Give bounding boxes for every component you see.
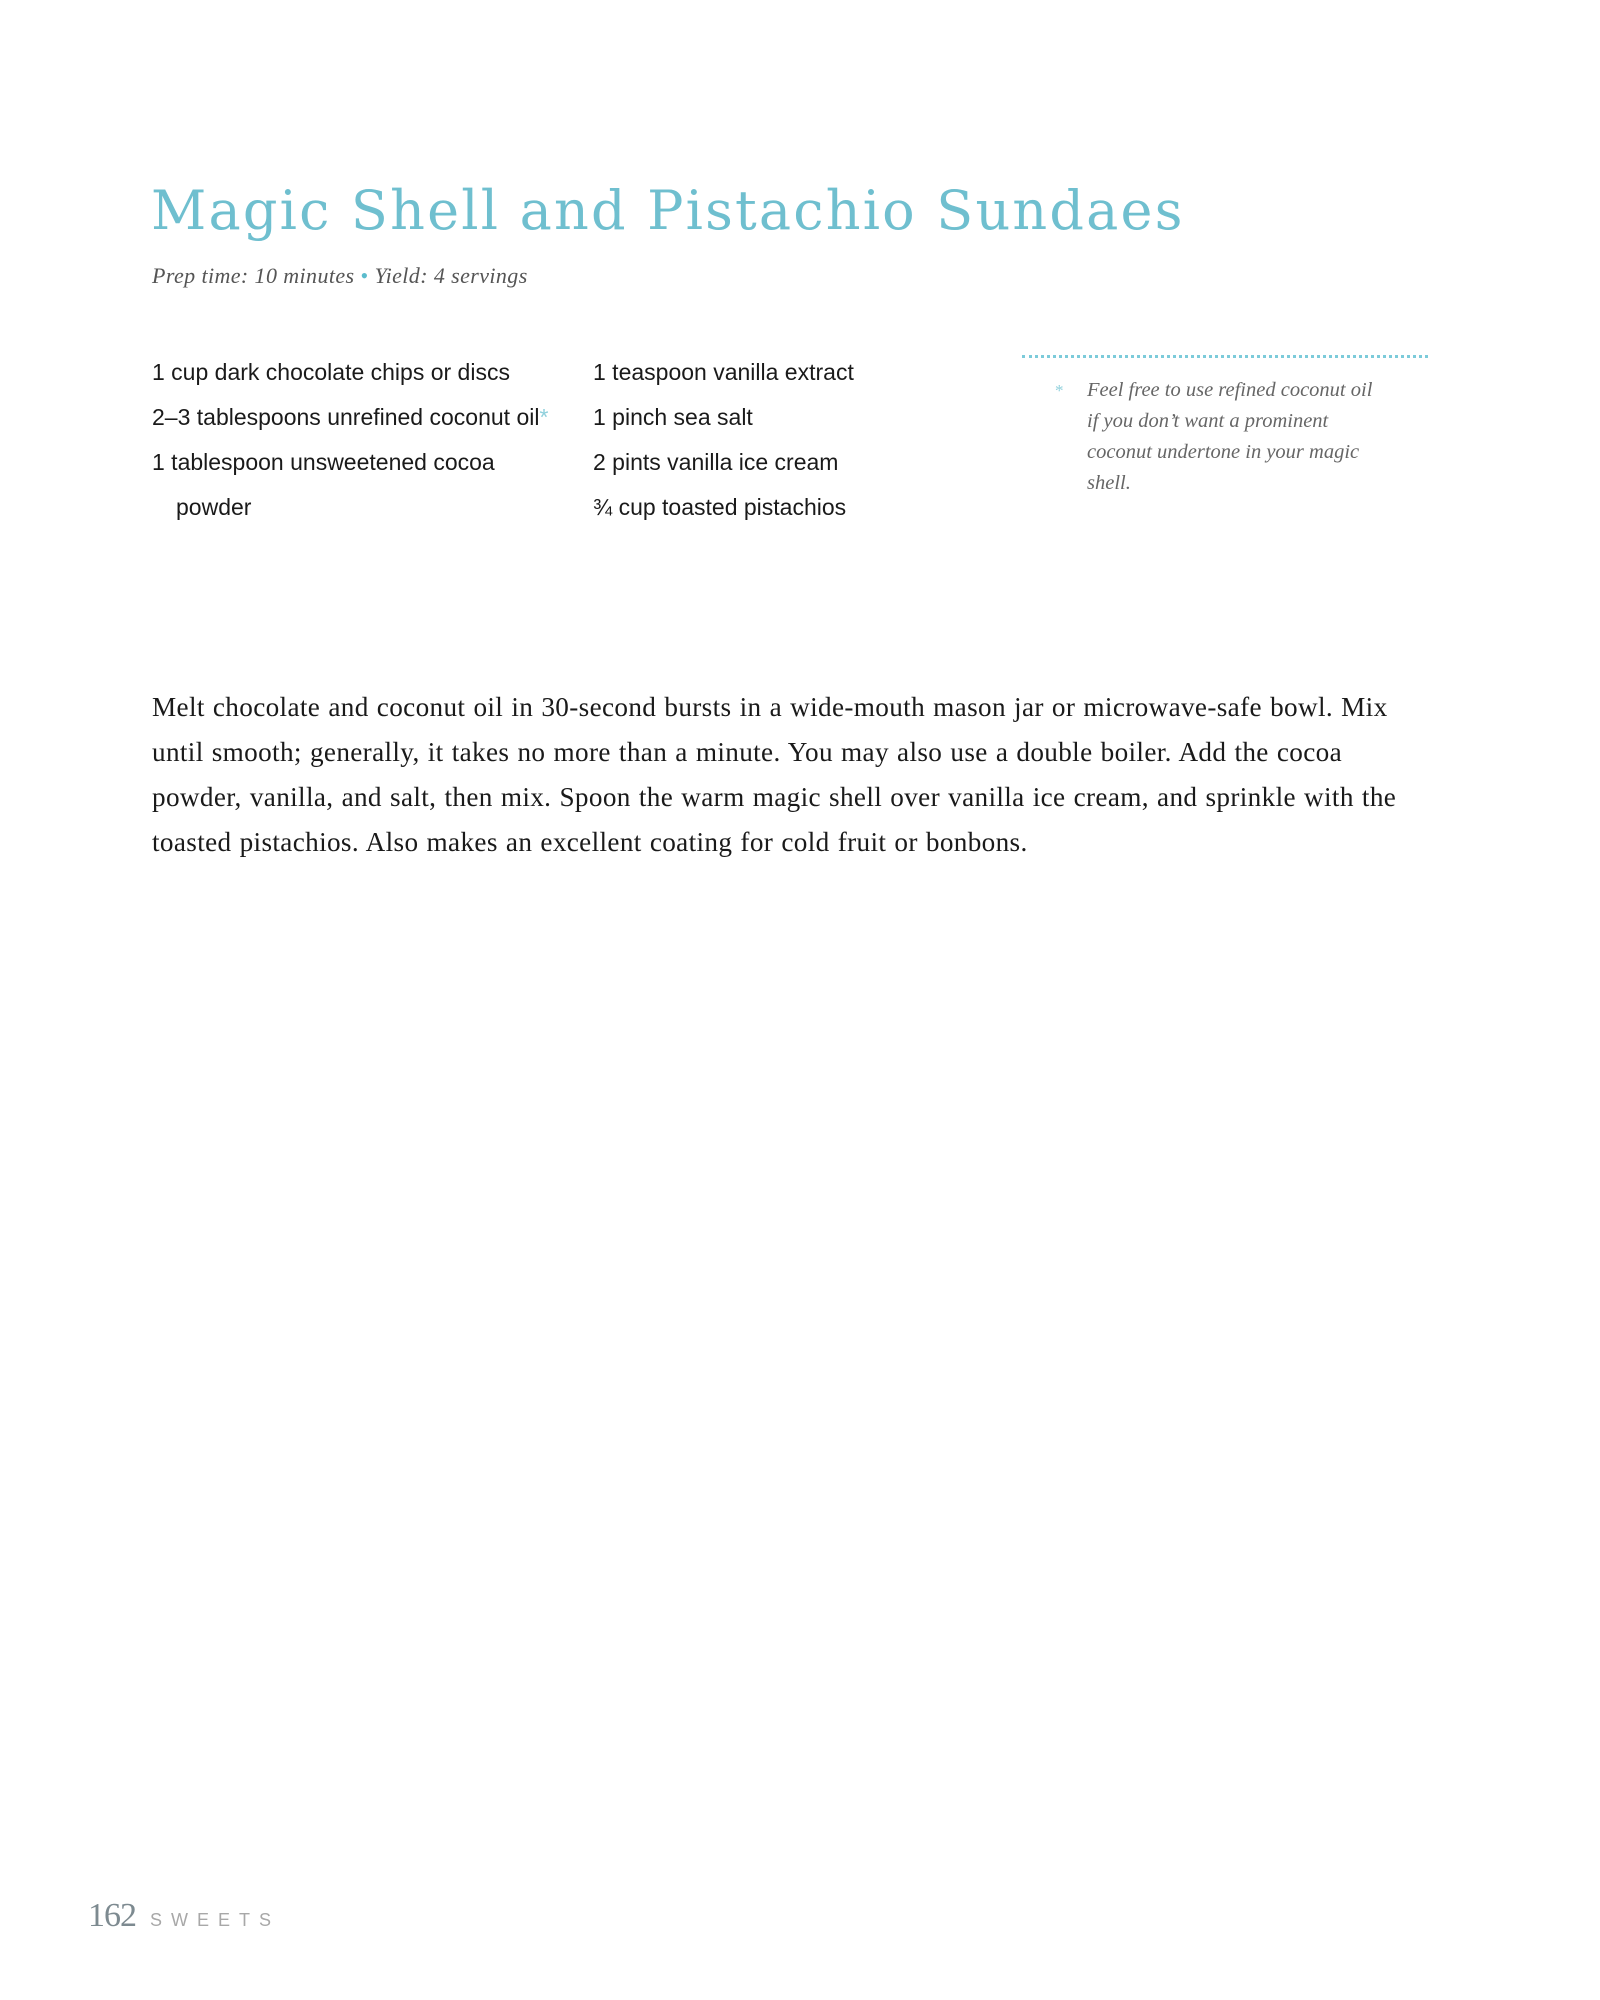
- asterisk-icon: *: [1055, 381, 1064, 400]
- ingredient-item: 1 teaspoon vanilla extract: [593, 359, 854, 385]
- page-footer: [88, 1897, 280, 1935]
- ingredient-item: 2 pints vanilla ice cream: [593, 449, 839, 475]
- recipe-meta: [152, 263, 528, 289]
- ingredient-item: 1 tablespoon unsweetened cocoa powder: [152, 449, 495, 520]
- note-text: Feel free to use refined coconut oil if you don’t want a prominent coconut undertone in your magic shell.: [1087, 379, 1373, 494]
- ingredient-item: 1 pinch sea salt: [593, 404, 753, 430]
- ingredients-column-2: [593, 350, 993, 530]
- bullet-separator-icon: •: [360, 263, 369, 288]
- method-paragraph: Melt chocolate and coconut oil in 30-second bursts in a wide-mouth mason jar or microwave-safe bowl. Mix until smooth; generally, it takes no more than a minute. You may also use a double boiler. Add the cocoa powder, vanilla, and salt, then mix. Spoon the warm magic shell over vanilla ice cream, and sprinkle with the toasted pistachios. Also makes an excellent coating for cold fruit or bonbons.: [152, 692, 1397, 858]
- ingredients-column-1: [152, 350, 552, 530]
- ingredient-item: ¾ cup toasted pistachios: [593, 494, 847, 520]
- note-body: [1022, 375, 1387, 499]
- prep-time: Prep time: 10 minutes: [152, 263, 355, 288]
- ingredient-item: 1 cup dark chocolate chips or discs: [152, 359, 510, 385]
- ingredient-item: 2–3 tablespoons unrefined coconut oil*: [152, 404, 549, 430]
- footnote-marker-icon: *: [539, 404, 549, 430]
- page-number: 162: [88, 1897, 136, 1934]
- recipe-title: Magic Shell and Pistachio Sundaes: [151, 179, 1185, 243]
- section-label: SWEETS: [150, 1910, 281, 1930]
- yield: Yield: 4 servings: [374, 263, 528, 288]
- sidebar-note: [1022, 355, 1430, 499]
- dotted-divider: [1022, 355, 1428, 358]
